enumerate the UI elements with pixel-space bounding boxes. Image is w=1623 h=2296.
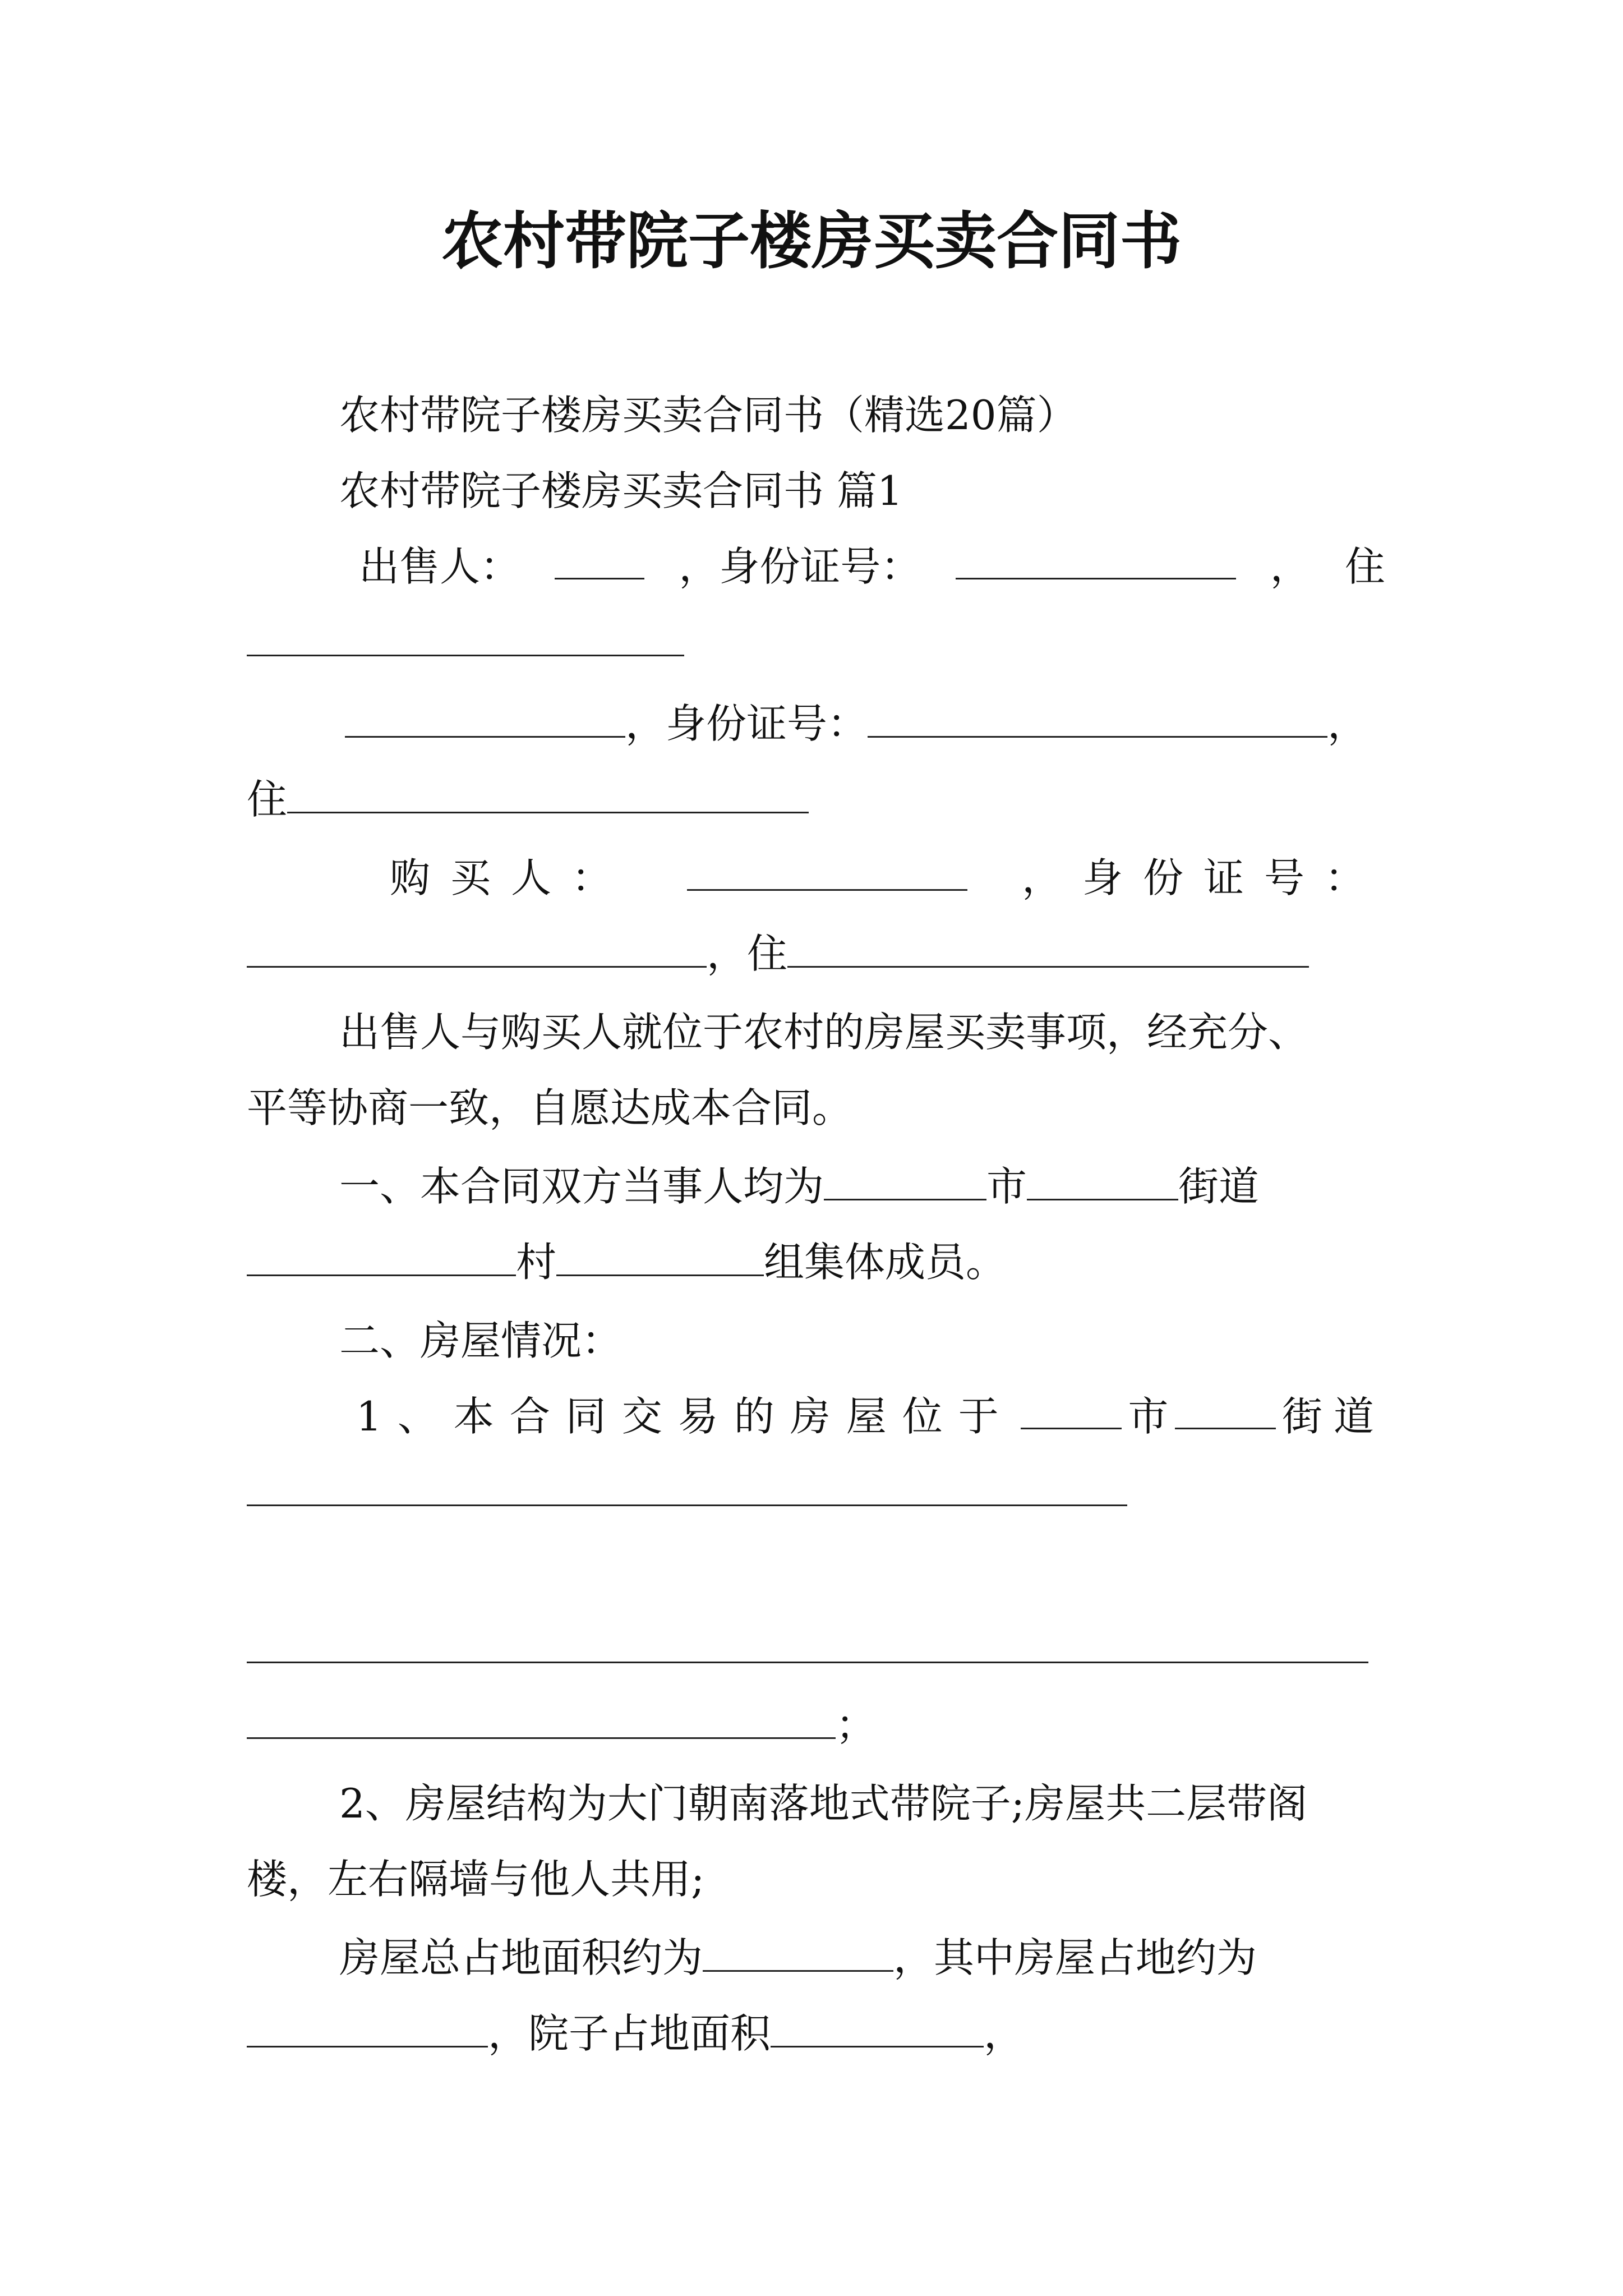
location-detail-blank-3 [247,1698,836,1739]
co-seller-line [345,696,1385,752]
document-title: 农村带院子楼房买卖合同书 [441,205,1182,277]
location-detail-line-1 [247,1464,1385,1520]
clause2-item1-city: 市 [1128,1393,1169,1440]
buyer-addr-label: ，住 [707,930,788,977]
location-detail-line-3 [247,1697,1385,1753]
clause1-text-street: 街道 [1178,1163,1260,1210]
house-area-blank [247,2007,488,2047]
village-blank [247,1235,516,1276]
street-blank [1027,1159,1178,1200]
clause2-item1-line [356,1388,1385,1444]
clause1-line-1 [339,1158,1385,1214]
location-detail-blank-2 [247,1622,1368,1663]
location-street-blank [1175,1388,1276,1429]
co-seller-id-label: ，身份证号： [625,700,868,747]
clause1-text-village: 村 [516,1239,557,1286]
buyer-id-blank [247,927,707,968]
clause2-item2-line-2: 楼，左右隔墙与他人共用; [247,1856,705,1903]
seller-line [359,539,1385,595]
seller-label: 出售人： [359,543,521,590]
co-seller-comma: ， [1327,700,1368,747]
seller-id-label: ，身份证号： [679,543,921,590]
clause2-item1-text: 1、本合同交易的房屋位于 [356,1393,1015,1440]
co-seller-addr-line [247,771,1385,827]
area-total-label: 房屋总占地面积约为 [339,1934,703,1981]
yard-area-blank [771,2007,984,2047]
seller-id-blank [956,539,1236,579]
intro-line-2: 平等协商一致，自愿达成本合同。 [247,1084,853,1131]
group-blank [556,1235,764,1276]
location-detail-blank-1 [247,1465,1127,1506]
area-yard-label: ，院子占地面积 [488,2010,771,2057]
area-line-1 [339,1930,1385,1986]
city-blank [824,1159,986,1200]
co-seller-name-blank [345,697,625,738]
seller-addr-line [247,614,1385,670]
area-line-2 [247,2005,1385,2062]
clause1-line-2 [247,1234,1385,1290]
co-seller-addr-blank [287,772,809,813]
location-city-blank [1021,1388,1122,1429]
buyer-addr-blank [787,927,1309,968]
co-seller-addr-label: 住 [247,776,288,823]
seller-name-blank [555,539,644,579]
location-detail-line-2 [247,1621,1385,1677]
seller-comma: ， [1270,543,1311,590]
buyer-name-blank [687,850,967,891]
clause2-heading: 二、房屋情况： [339,1317,623,1364]
buyer-line [390,850,1385,906]
buyer-addr-line [247,926,1385,982]
co-seller-id-blank [868,697,1327,738]
subtitle: 农村带院子楼房买卖合同书（精选20篇） [339,392,1077,439]
buyer-label: 购买人： [390,854,633,901]
clause1-text-a: 一、本合同双方当事人均为 [339,1163,824,1210]
clause1-text-group: 组集体成员。 [764,1239,1007,1286]
section-heading: 农村带院子楼房买卖合同书 篇1 [339,467,903,514]
area-house-label: ，其中房屋占地约为 [893,1934,1257,1981]
clause2-item1-street: 街道 [1281,1393,1385,1440]
location-end: ； [836,1701,877,1749]
intro-line-1: 出售人与购买人就位于农村的房屋买卖事项，经充分、 [339,1009,1309,1056]
area-end: ， [984,2010,1025,2057]
seller-addr-blank [247,615,684,656]
total-area-blank [703,1931,893,1972]
clause1-text-city: 市 [986,1163,1027,1210]
buyer-id-label: ，身份证号： [1021,854,1385,901]
clause2-item2-line-1: 2、房屋结构为大门朝南落地式带院子;房屋共二层带阁 [339,1780,1308,1827]
seller-addr-label: 住 [1344,543,1385,590]
